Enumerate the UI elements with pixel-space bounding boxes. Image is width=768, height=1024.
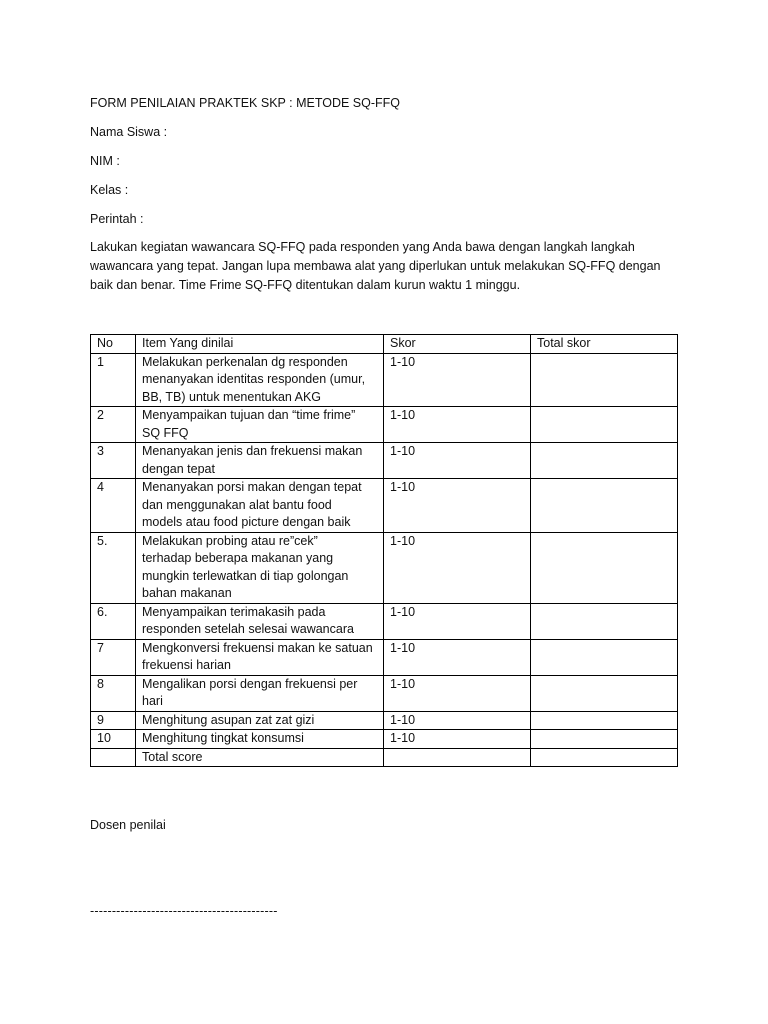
- form-title: FORM PENILAIAN PRAKTEK SKP : METODE SQ-FFQ: [90, 96, 401, 110]
- item-line: frekuensi harian: [142, 658, 231, 672]
- row-total-skor-cell[interactable]: [531, 730, 678, 749]
- table-row: [91, 603, 678, 639]
- row-no: 7: [91, 639, 136, 675]
- row-skor: 1-10: [384, 639, 531, 675]
- total-score-label: Total score: [136, 748, 384, 767]
- item-line: bahan makanan: [142, 586, 232, 600]
- row-total-skor-cell[interactable]: [531, 639, 678, 675]
- nim-label: NIM :: [90, 154, 120, 168]
- row-total-skor-cell[interactable]: [531, 443, 678, 479]
- table-row: [91, 353, 678, 407]
- row-no: 1: [91, 353, 136, 407]
- row-item: [136, 639, 384, 675]
- row-no: 3: [91, 443, 136, 479]
- row-no: 10: [91, 730, 136, 749]
- row-item: [136, 443, 384, 479]
- item-line: mungkin terlewatkan di tiap golongan: [142, 568, 349, 583]
- table-header-row: [91, 335, 678, 354]
- instruction-line: Lakukan kegiatan wawancara SQ-FFQ pada responden yang Anda bawa dengan langkah langkah: [90, 240, 635, 254]
- table-row: [91, 639, 678, 675]
- dosen-penilai-label: Dosen penilai: [90, 818, 166, 832]
- row-no: 8: [91, 675, 136, 711]
- row-item: [136, 730, 384, 749]
- row-total-skor-cell[interactable]: [531, 711, 678, 730]
- signature-line: -------------------------------------------: [90, 904, 278, 918]
- row-total-skor-cell[interactable]: [531, 407, 678, 443]
- item-line: Melakukan perkenalan dg responden: [142, 354, 348, 369]
- instruction-paragraph: [90, 238, 690, 295]
- total-score-row: [91, 748, 678, 767]
- header-item: Item Yang dinilai: [136, 335, 384, 354]
- item-line: terhadap beberapa makanan yang: [142, 551, 334, 565]
- row-skor: 1-10: [384, 443, 531, 479]
- table-row: [91, 711, 678, 730]
- row-total-skor-cell[interactable]: [531, 532, 678, 603]
- row-item: [136, 603, 384, 639]
- item-line: Mengkonversi frekuensi makan ke satuan: [142, 640, 373, 655]
- item-line: menanyakan identitas responden (umur,: [142, 372, 366, 386]
- item-line: models atau food picture dengan baik: [142, 515, 351, 529]
- row-skor: 1-10: [384, 479, 531, 533]
- item-line: Menyampaikan tujuan dan “time frime”: [142, 408, 356, 422]
- row-item: [136, 532, 384, 603]
- header-no: No: [91, 335, 136, 354]
- row-no: 4: [91, 479, 136, 533]
- total-row-no: [91, 748, 136, 767]
- row-item: [136, 675, 384, 711]
- row-skor: 1-10: [384, 407, 531, 443]
- item-line: Melakukan probing atau re”cek”: [142, 533, 318, 548]
- item-line: Menghitung asupan zat zat gizi: [142, 712, 315, 727]
- item-line: dengan tepat: [142, 461, 215, 476]
- table-row: [91, 730, 678, 749]
- row-no: 9: [91, 711, 136, 730]
- item-line: Menanyakan porsi makan dengan tepat: [142, 480, 362, 494]
- item-line: dan menggunakan alat bantu food: [142, 497, 332, 512]
- row-total-skor-cell[interactable]: [531, 603, 678, 639]
- row-skor: 1-10: [384, 532, 531, 603]
- row-item: [136, 711, 384, 730]
- row-no: 6.: [91, 603, 136, 639]
- row-no: 5.: [91, 532, 136, 603]
- item-line: SQ FFQ: [142, 425, 189, 440]
- row-no: 2: [91, 407, 136, 443]
- table-row: [91, 675, 678, 711]
- row-item: [136, 353, 384, 407]
- assessment-table: [90, 334, 678, 767]
- row-item: [136, 407, 384, 443]
- perintah-label: Perintah :: [90, 212, 144, 226]
- header-total-skor: Total skor: [531, 335, 678, 354]
- item-line: Menanyakan jenis dan frekuensi makan: [142, 444, 363, 458]
- item-line: Menyampaikan terimakasih pada: [142, 604, 326, 619]
- row-skor: 1-10: [384, 603, 531, 639]
- item-line: hari: [142, 694, 163, 708]
- table-row: [91, 443, 678, 479]
- nama-siswa-label: Nama Siswa :: [90, 125, 168, 139]
- item-line: Mengalikan porsi dengan frekuensi per: [142, 676, 358, 691]
- instruction-line: baik dan benar. Time Frime SQ-FFQ ditentukan dalam kurun waktu 1 minggu.: [90, 278, 521, 292]
- total-score-total-cell[interactable]: [531, 748, 678, 767]
- row-skor: 1-10: [384, 675, 531, 711]
- row-skor: 1-10: [384, 711, 531, 730]
- row-total-skor-cell[interactable]: [531, 479, 678, 533]
- item-line: responden setelah selesai wawancara: [142, 622, 354, 636]
- table-row: [91, 532, 678, 603]
- header-skor: Skor: [384, 335, 531, 354]
- kelas-label: Kelas :: [90, 183, 129, 197]
- row-skor: 1-10: [384, 353, 531, 407]
- instruction-line: wawancara yang tepat. Jangan lupa membawa alat yang diperlukan untuk melakukan SQ-FFQ dengan: [90, 259, 661, 273]
- row-total-skor-cell[interactable]: [531, 675, 678, 711]
- total-score-skor-cell[interactable]: [384, 748, 531, 767]
- row-item: [136, 479, 384, 533]
- row-total-skor-cell[interactable]: [531, 353, 678, 407]
- table-row: [91, 407, 678, 443]
- item-line: Menghitung tingkat konsumsi: [142, 731, 304, 745]
- item-line: BB, TB) untuk menentukan AKG: [142, 389, 322, 404]
- table-row: [91, 479, 678, 533]
- row-skor: 1-10: [384, 730, 531, 749]
